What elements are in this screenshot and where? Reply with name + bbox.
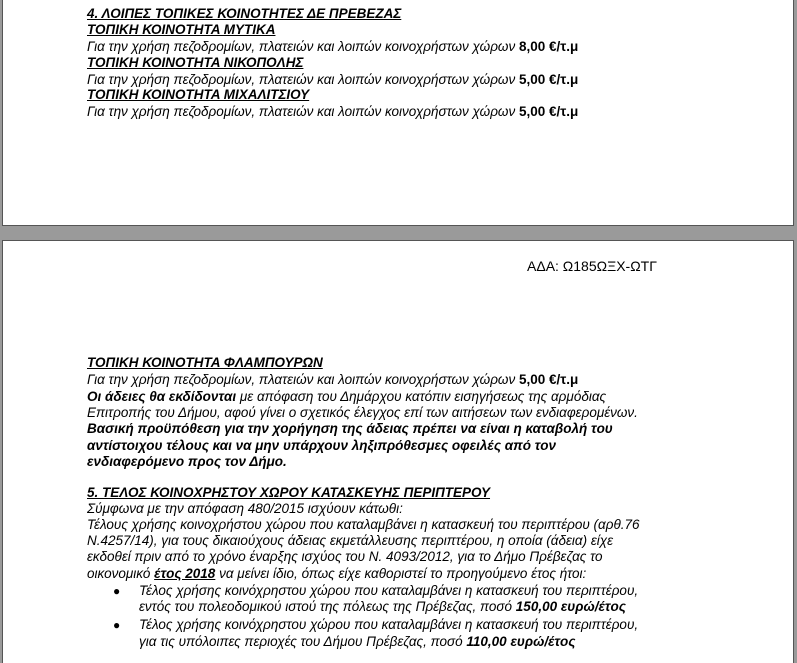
licence-line-1 (87, 389, 606, 405)
usage-line-flampouron (87, 372, 578, 388)
usage-price: 5,00 €/τ.μ (518, 104, 579, 119)
fiscal-year: έτος 2018 (154, 566, 216, 581)
paragraph-line-4 (87, 566, 586, 582)
usage-price: 5,00 €/τ.μ (518, 72, 579, 87)
condition-line-3: ενδιαφερόμενο προς τον Δήμο. (87, 454, 287, 469)
paragraph-line-2: Ν.4257/14), για τους δικαιούχους άδειας εκμετάλλευσης περιπτέρου, η οποία (άδεια) είχε (87, 533, 614, 548)
usage-line-nikopolis (87, 72, 578, 88)
usage-text: Για την χρήση πεζοδρομίων, πλατειών και λοιπών κοινοχρήστων χώρων (87, 39, 516, 54)
condition-line-2: αντίστοιχου τέλους και να μην υπάρχουν ληξιπρόθεσμες οφειλές από τον (87, 438, 556, 453)
usage-text: Για την χρήση πεζοδρομίων, πλατειών και λοιπών κοινοχρήστων χώρων (87, 104, 516, 119)
paragraph-post: να μείνει ίδιο, όπως είχε καθοριστεί το προηγούμενο έτος ήτοι: (219, 566, 587, 581)
licence-bold: Οι άδειες θα εκδίδονται (87, 389, 237, 404)
ada-code: ΑΔΑ: Ω185ΩΞΧ-ΩΤΓ (527, 258, 657, 274)
document-page-2 (2, 240, 794, 663)
usage-line-michalitsiou (87, 104, 578, 120)
bullet-amount: 110,00 ευρώ/έτος (466, 634, 576, 649)
usage-text: Για την χρήση πεζοδρομίων, πλατειών και λοιπών κοινοχρήστων χώρων (87, 72, 516, 87)
bullet-1-line-1: Τέλος χρήσης κοινόχρηστου χώρου που καταλαμβάνει η κατασκευή του περιπτέρου, (139, 583, 639, 598)
licence-rest: με απόφαση του Δημάρχου κατόπιν εισηγήσεως της αρμόδιας (239, 389, 607, 404)
decision-line: Σύμφωνα με την απόφαση 480/2015 ισχύουν κάτωθι: (87, 501, 403, 516)
community-nikopolis: ΤΟΠΙΚΗ ΚΟΙΝΟΤΗΤΑ ΝΙΚΟΠΟΛΗΣ (87, 55, 304, 70)
community-michalitsiou: ΤΟΠΙΚΗ ΚΟΙΝΟΤΗΤΑ ΜΙΧΑΛΙΤΣΙΟΥ (87, 87, 310, 102)
paragraph-line-1: Τέλους χρήσης κοινοχρήστου χώρου που καταλαμβάνει η κατασκευή του περιπτέρου (αρθ.76 (87, 517, 640, 532)
bullet-amount: 150,00 ευρώ/έτος (515, 599, 626, 614)
licence-line-2: Επιτροπής του Δήμου, αφού γίνει ο σχετικός έλεγχος επί των αιτήσεων των ενδιαφερομένων. (87, 405, 638, 420)
usage-line-mytikas (87, 39, 578, 55)
document-page-1 (2, 0, 794, 226)
condition-line-1: Βασική προϋπόθεση για την χορήγηση της άδειας πρέπει να είναι η καταβολή του (87, 421, 613, 436)
usage-price: 8,00 €/τ.μ (518, 39, 579, 54)
bullet-2-line-1: Τέλος χρήσης κοινόχρηστου χώρου που καταλαμβάνει η κατασκευή του περιπτέρου, (139, 617, 639, 632)
community-flampouron: ΤΟΠΙΚΗ ΚΟΙΝΟΤΗΤΑ ΦΛΑΜΠΟΥΡΩΝ (87, 355, 323, 370)
bullet-text: για τις υπόλοιπες περιοχές του Δήμου Πρέβεζας, ποσό (139, 634, 463, 649)
bullet-icon: ● (113, 618, 121, 632)
bullet-1-line-2 (139, 599, 626, 615)
bullet-text: εντός του πολεοδομικού ιστού της πόλεως της Πρέβεζας, ποσό (139, 599, 513, 614)
community-mytikas: ΤΟΠΙΚΗ ΚΟΙΝΟΤΗΤΑ ΜΥΤΙΚΑ (87, 22, 276, 37)
bullet-2-line-2 (139, 634, 576, 650)
section-4-title: 4. ΛΟΙΠΕΣ ΤΟΠΙΚΕΣ ΚΟΙΝΟΤΗΤΕΣ ΔΕ ΠΡΕΒΕΖΑΣ (87, 6, 402, 21)
bullet-icon: ● (113, 584, 121, 598)
paragraph-line-3: εκδοθεί πριν από το χρόνο έναρξης ισχύος του Ν. 4093/2012, για το Δήμο Πρέβεζας το (87, 549, 603, 564)
paragraph-pre: οικονομικό (87, 566, 151, 581)
usage-text: Για την χρήση πεζοδρομίων, πλατειών και λοιπών κοινοχρήστων χώρων (87, 372, 516, 387)
usage-price: 5,00 €/τ.μ (518, 372, 579, 387)
section-5-title: 5. ΤΕΛΟΣ ΚΟΙΝΟΧΡΗΣΤΟΥ ΧΩΡΟΥ ΚΑΤΑΣΚΕΥΗΣ ΠΕΡΙΠΤΕΡΟΥ (87, 485, 491, 500)
